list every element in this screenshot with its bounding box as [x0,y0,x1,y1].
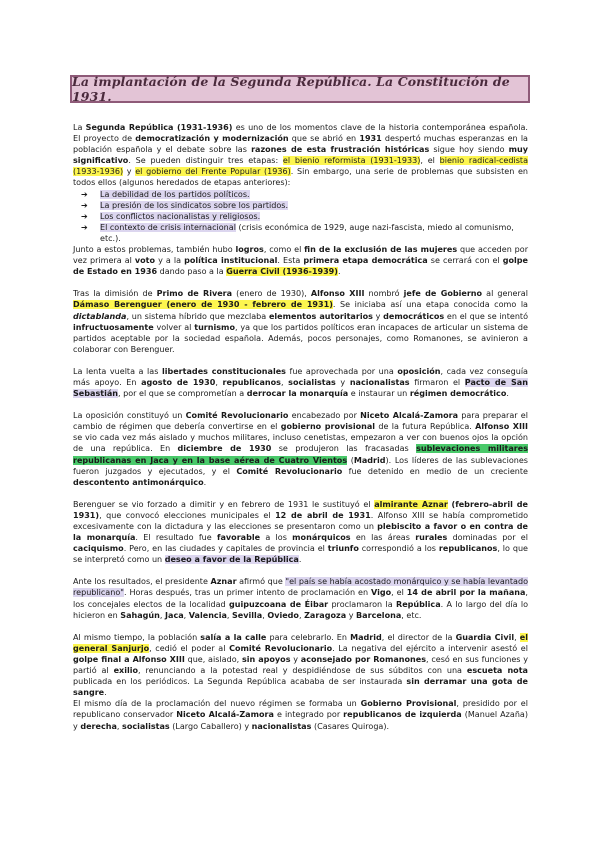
paragraph-opposition: La lenta vuelta a las libertades constitucionales fue aprovechada por una oposición, cada vez conseguía más apoyo. En agosto de 1930, republicanos, socialistas y nacionalistas firmaron el Pacto de San Sebastián, por el que se comprometían a derrocar la monarquía e instaurar un régimen democrático. [73,366,528,399]
list-item: ➔ La debilidad de los partidos políticos. [81,189,250,199]
list-item: ➔ La presión de los sindicatos sobre los partidos. [81,200,289,210]
title-box [70,75,530,103]
list-item: ➔ Los conflictos nacionalistas y religiosos. [81,211,261,221]
paragraph-proclamation: Ante los resultados, el presidente Aznar afirmó que "el país se había acostado monárquico y se había levantado republicano". Horas después, tras un primer intento de proclamación en Vigo, el 14 de abril por la mañana, los concejales electos de la localidad guipuzcoana de Éibar proclamaron la República. A lo largo del día lo hicieron en Sahagún, Jaca, Valencia, Sevilla, Oviedo, Zaragoza y Barcelona, etc. [73,577,529,620]
arrow-icon: ➔ [81,189,88,199]
paragraph-intro: La Segunda República (1931-1936) es uno de los momentos clave de la historia contemporánea española. El proyecto de democratización y modernización que se abrió en 1931 despertó muchas esperanzas en la población española y el debate sobre las razones de esta frustración históricas sigue hoy siendo muy significativo. Se pueden distinguir tres etapas: el bienio reformista (1931-1933), el bienio radical-cedista (1933-1936) y el gobierno del Frente Popular (1936). Sin embargo, una serie de problemas que subsisten en todos ellos (algunos heredados de etapas anteriores): [73,123,528,188]
paragraph-provisional-government: Al mismo tiempo, la población salía a la calle para celebrarlo. En Madrid, el director de la Guardia Civil, el general Sanjurjo, cedió el poder al Comité Revolucionario. La negativa del ejército a intervenir asestó el golpe final a Alfonso XIII que, aislado, sin apoyos y aconsejado por Romanones, cesó en sus funciones y partió al exilio, renunciando a la potestad real y despidiéndose de sus súbditos con una escueta nota publicada en los periódicos. La Segunda República acababa de ser instaurada sin derramar una gota de sangre. El mismo día de la proclamación del nuevo régimen se formaba un Gobierno Provisional, presidido por el republicano conservador Niceto Alcalá-Zamora e integrado por republicanos de izquierda (Manuel Azaña) y derecha, socialistas (Largo Caballero) y nacionalistas (Casares Quiroga). [73,632,528,731]
list-item: ➔ El contexto de crisis internacional (crisis económica de 1929, auge nazi-fascista, miedo al comunismo, etc.). [81,222,514,243]
paragraph-elections: Berenguer se vio forzado a dimitir y en febrero de 1931 le sustituyó el almirante Aznar (febrero-abril de 1931), que convocó elecciones municipales el 12 de abril de 1931. Alfonso XIII se había comprometido excesivamente con la dictadura y las elecciones se presentaron como un plebiscito a favor o en contra de la monarquía. El resultado fue favorable a los monárquicos en las áreas rurales dominadas por el caciquismo. Pero, en las ciudades y capitales de provincia el triunfo correspondió a los republicanos, lo que se interpretó como un deseo a favor de la República. [73,499,529,565]
document-title: La implantación de la Segunda República. La Constitución de 1931. [72,74,510,104]
arrow-icon: ➔ [81,211,88,221]
arrow-icon: ➔ [81,200,88,210]
paragraph-berenguer: Tras la dimisión de Primo de Rivera (enero de 1930), Alfonso XIII nombró jefe de Gobierno al general Dámaso Berenguer (enero de 1930 - febrero de 1931). Se iniciaba así una etapa conocida como la dictablanda, un sistema híbrido que mezclaba elementos autoritarios y democráticos en el que se intentó infructuosamente volver al turnismo, ya que los partidos políticos eran incapaces de articular un sistema de partidos aceptable por la sociedad española. Además, pocos personajes, como Romanones, se avinieron a colaborar con Berenguer. [73,289,529,354]
document-body [73,122,528,743]
problems-list [73,189,528,244]
paragraph-committee: La oposición constituyó un Comité Revolucionario encabezado por Niceto Alcalá-Zamora para preparar el cambio de régimen que debería convertirse en el gobierno provisional de la futura República. Alfonso XIII se vio cada vez más aislado y muchos militares, incluso cenetistas, empezaron a ver con buenos ojos la opción de una república. En diciembre de 1930 se produjeron las fracasadas sublevaciones militares republicanas en Jaca y en la base aérea de Cuatro Vientos (Madrid). Los líderes de las sublevaciones fueron juzgados y ejecutados, y el Comité Revolucionario fue detenido en medio de un creciente descontento antimonárquico. [73,411,528,487]
paragraph-achievements: Junto a estos problemas, también hubo logros, como el fin de la exclusión de las mujeres que acceden por vez primera al voto y a la política institucional. Esta primera etapa democrática se cerrará con el golpe de Estado en 1936 dando paso a la Guerra Civil (1936-1939). [73,245,529,277]
arrow-icon: ➔ [81,222,88,232]
